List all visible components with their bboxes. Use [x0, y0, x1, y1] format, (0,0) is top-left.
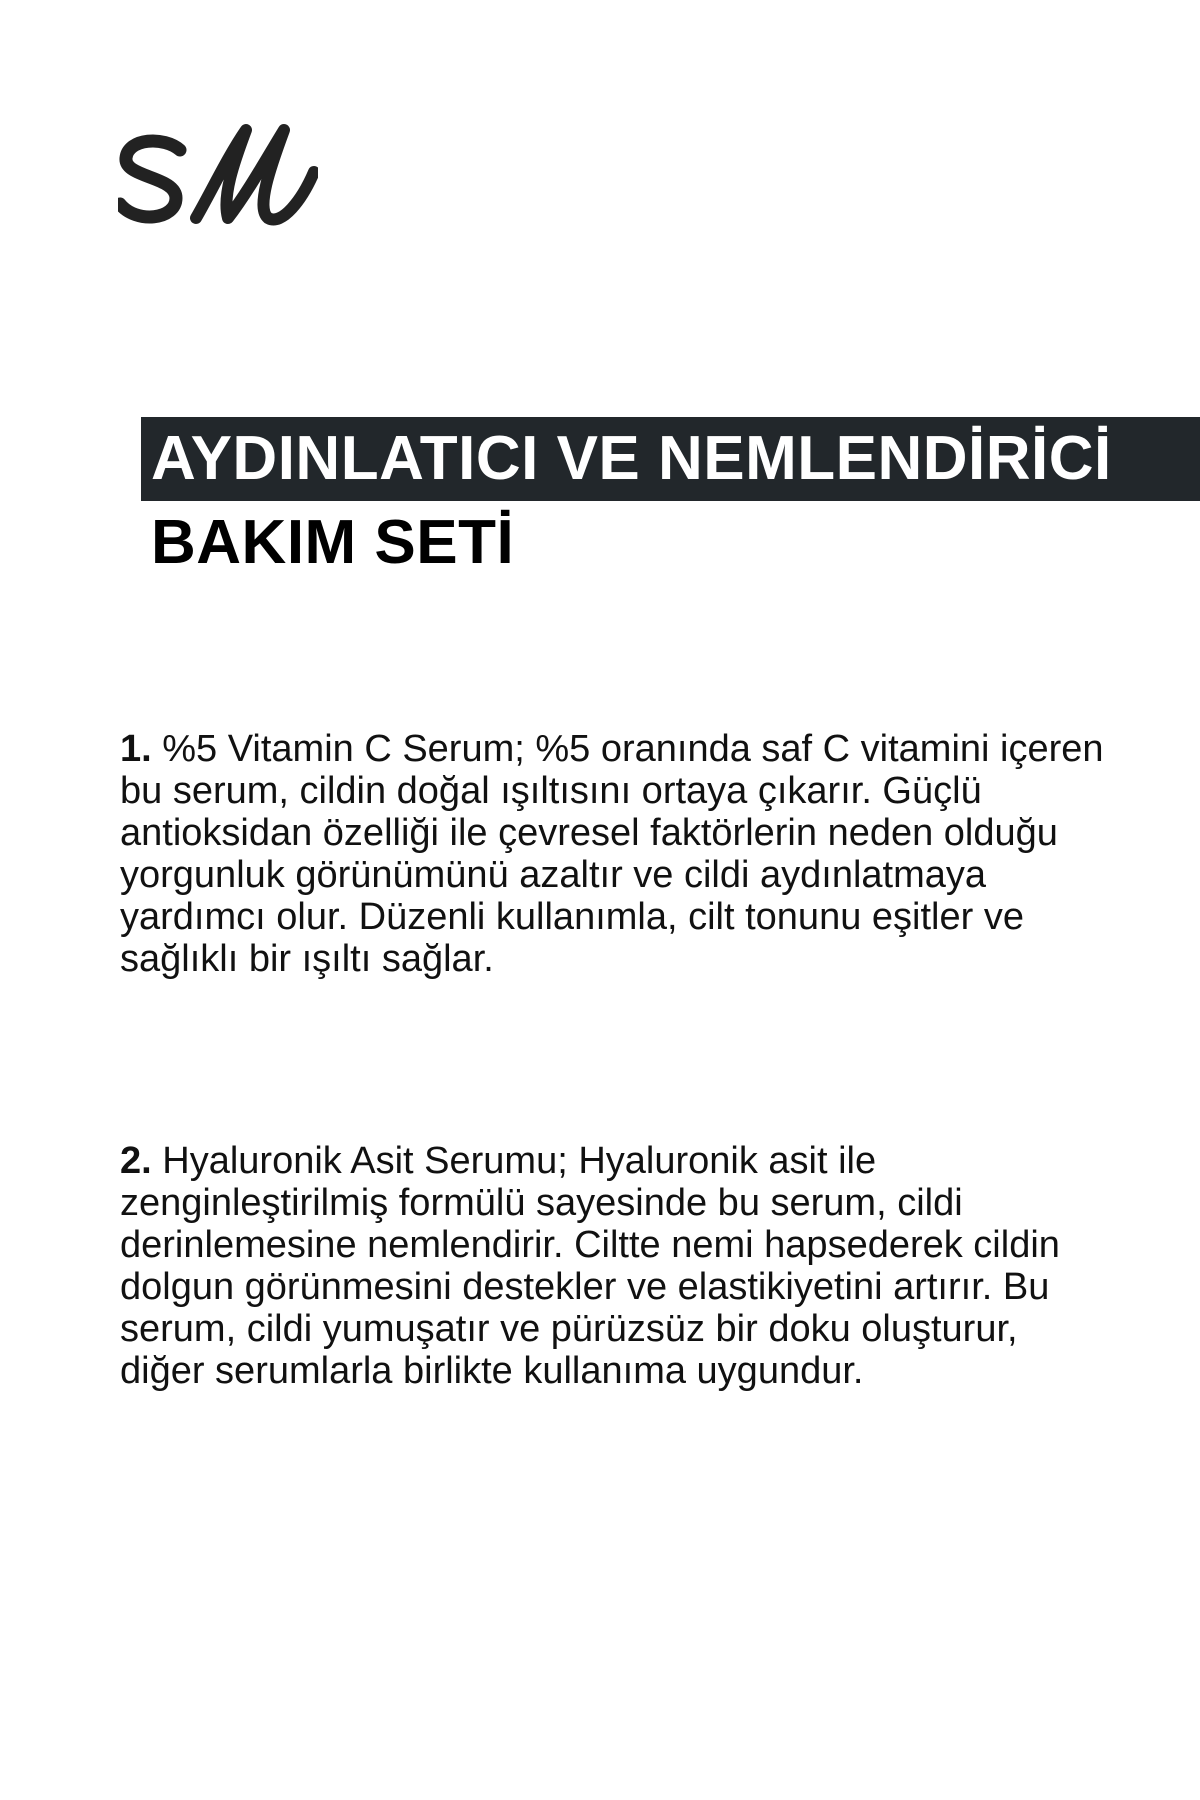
item-number: 1.: [120, 728, 152, 770]
brand-logo-mark: [118, 122, 318, 232]
product-item-hyaluronic-acid: [120, 1140, 1110, 1392]
page-title-line-1: AYDINLATICI VE NEMLENDİRİCİ: [141, 417, 1200, 501]
item-number: 2.: [120, 1140, 152, 1182]
product-item-vitamin-c: [120, 728, 1110, 980]
page-title-line-2: BAKIM SETİ: [151, 508, 515, 577]
item-description: Hyaluronik Asit Serumu; Hyaluronik asit ile zenginleştirilmiş formülü sayesinde bu serum, cildi derinlemesine nemlendirir. Ciltte nemi hapsederek cildin dolgun görünmesini destekler ve elastikiyetini artırır. Bu serum, cildi yumuşatır ve pürüzsüz bir doku oluşturur, diğer serumlarla birlikte kullanıma uygundur.: [120, 1140, 1060, 1392]
brand-logo: [118, 122, 318, 232]
item-description: %5 Vitamin C Serum; %5 oranında saf C vitamini içeren bu serum, cildin doğal ışıltısını ortaya çıkarır. Güçlü antioksidan özelliği ile çevresel faktörlerin neden olduğu yorgunluk görünümünü azaltır ve cildi aydınlatmaya yardımcı olur. Düzenli kullanımla, cilt tonunu eşitler ve sağlıklı bir ışıltı sağlar.: [120, 728, 1104, 980]
